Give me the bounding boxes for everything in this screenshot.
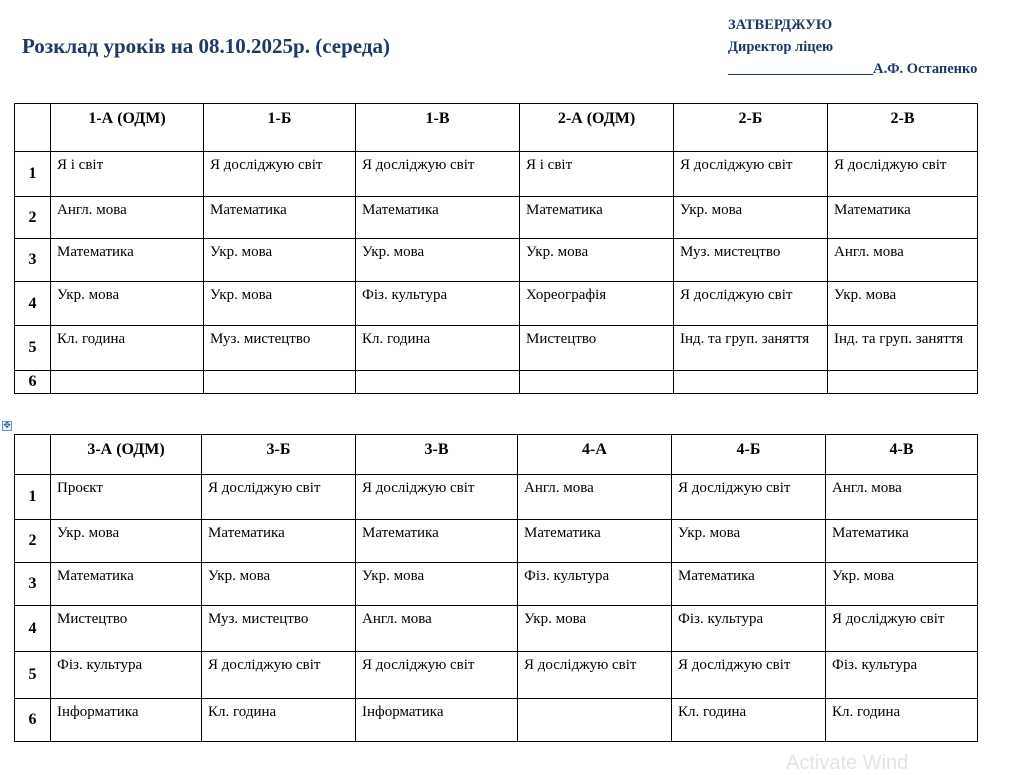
lesson-cell: Фіз. культура (672, 606, 826, 652)
lesson-cell: Я і світ (520, 152, 674, 197)
lesson-cell: Англ. мова (51, 197, 204, 239)
lesson-cell: Математика (520, 197, 674, 239)
approval-signature: ____________________А.Ф. Остапенко (728, 61, 978, 77)
lesson-cell: Я досліджую світ (356, 652, 518, 699)
lesson-cell: Математика (518, 520, 672, 563)
lesson-cell (518, 699, 672, 742)
lesson-number: 4 (15, 282, 51, 326)
lesson-cell: Укр. мова (520, 239, 674, 282)
header-class-1a: 1-А (ОДМ) (51, 104, 204, 152)
lesson-cell: Математика (356, 197, 520, 239)
lesson-cell: Кл. година (202, 699, 356, 742)
lesson-cell (674, 371, 828, 394)
lesson-cell: Англ. мова (826, 475, 978, 520)
lesson-cell: Інформатика (51, 699, 202, 742)
table-row (15, 197, 978, 239)
lesson-number: 6 (15, 371, 51, 394)
lesson-cell: Я досліджую світ (202, 475, 356, 520)
lesson-cell: Я досліджую світ (828, 152, 978, 197)
lesson-cell: Проєкт (51, 475, 202, 520)
lesson-cell: Математика (204, 197, 356, 239)
lesson-cell: Я досліджую світ (672, 475, 826, 520)
lesson-cell: Інд. та груп. заняття (674, 326, 828, 371)
lesson-number: 5 (15, 326, 51, 371)
header-class-4v: 4-В (826, 435, 978, 475)
table-row (15, 239, 978, 282)
lesson-number: 1 (15, 475, 51, 520)
lesson-cell: Математика (202, 520, 356, 563)
lesson-cell: Математика (672, 563, 826, 606)
header-class-2v: 2-В (828, 104, 978, 152)
lesson-number: 2 (15, 520, 51, 563)
header-class-3a: 3-А (ОДМ) (51, 435, 202, 475)
lesson-cell: Кл. година (672, 699, 826, 742)
schedule-table-grades-3-4 (14, 434, 978, 742)
header-class-2a: 2-А (ОДМ) (520, 104, 674, 152)
lesson-cell: Мистецтво (520, 326, 674, 371)
lesson-number: 4 (15, 606, 51, 652)
lesson-cell: Англ. мова (518, 475, 672, 520)
table-row (15, 282, 978, 326)
approval-heading: ЗАТВЕРДЖУЮ (728, 17, 833, 33)
table-header-row (15, 104, 978, 152)
lesson-cell: Математика (51, 239, 204, 282)
table-row (15, 371, 978, 394)
lesson-cell: Укр. мова (356, 563, 518, 606)
lesson-cell: Математика (51, 563, 202, 606)
lesson-cell: Математика (828, 197, 978, 239)
schedule-table-grades-1-2 (14, 103, 978, 394)
lesson-cell: Я досліджую світ (826, 606, 978, 652)
lesson-cell: Укр. мова (674, 197, 828, 239)
lesson-cell: Математика (356, 520, 518, 563)
lesson-number: 2 (15, 197, 51, 239)
header-class-1v: 1-В (356, 104, 520, 152)
lesson-cell: Я досліджую світ (674, 282, 828, 326)
lesson-cell: Муз. мистецтво (674, 239, 828, 282)
lesson-cell: Я досліджую світ (356, 475, 518, 520)
lesson-cell: Інд. та груп. заняття (828, 326, 978, 371)
lesson-cell: Мистецтво (51, 606, 202, 652)
header-class-3v: 3-В (356, 435, 518, 475)
lesson-cell: Укр. мова (51, 282, 204, 326)
lesson-cell: Укр. мова (826, 563, 978, 606)
lesson-cell: Укр. мова (204, 239, 356, 282)
lesson-cell: Я досліджую світ (356, 152, 520, 197)
lesson-cell: Інформатика (356, 699, 518, 742)
lesson-cell: Я досліджую світ (202, 652, 356, 699)
lesson-cell: Хореографія (520, 282, 674, 326)
lesson-cell: Фіз. культура (356, 282, 520, 326)
lesson-cell: Муз. мистецтво (202, 606, 356, 652)
lesson-cell: Муз. мистецтво (204, 326, 356, 371)
table-row (15, 699, 978, 742)
lesson-cell: Укр. мова (202, 563, 356, 606)
table-row (15, 606, 978, 652)
header-class-4a: 4-А (518, 435, 672, 475)
table-row (15, 652, 978, 699)
lesson-cell: Укр. мова (204, 282, 356, 326)
lesson-cell: Укр. мова (672, 520, 826, 563)
lesson-cell: Фіз. культура (51, 652, 202, 699)
header-corner-cell (15, 104, 51, 152)
lesson-cell: Кл. година (51, 326, 204, 371)
approval-position: Директор ліцею (728, 39, 834, 55)
lesson-cell: Фіз. культура (518, 563, 672, 606)
table-row (15, 475, 978, 520)
header-class-1b: 1-Б (204, 104, 356, 152)
lesson-cell: Укр. мова (518, 606, 672, 652)
lesson-cell: Кл. година (826, 699, 978, 742)
lesson-cell (356, 371, 520, 394)
lesson-cell: Укр. мова (51, 520, 202, 563)
header-class-4b: 4-Б (672, 435, 826, 475)
table-row (15, 326, 978, 371)
lesson-number: 5 (15, 652, 51, 699)
lesson-cell (520, 371, 674, 394)
header-class-2b: 2-Б (674, 104, 828, 152)
table-row (15, 520, 978, 563)
lesson-cell: Кл. година (356, 326, 520, 371)
lesson-cell: Математика (826, 520, 978, 563)
lesson-cell: Англ. мова (828, 239, 978, 282)
lesson-cell: Я досліджую світ (204, 152, 356, 197)
lesson-cell: Англ. мова (356, 606, 518, 652)
lesson-cell: Фіз. культура (826, 652, 978, 699)
header-corner-cell (15, 435, 51, 475)
activation-watermark: Activate Wind (786, 752, 909, 774)
table-row (15, 563, 978, 606)
table-row (15, 152, 978, 197)
lesson-cell (51, 371, 204, 394)
lesson-cell: Я і світ (51, 152, 204, 197)
document-title: Розклад уроків на 08.10.2025р. (середа) (22, 34, 390, 58)
table-header-row (15, 435, 978, 475)
header-class-3b: 3-Б (202, 435, 356, 475)
lesson-number: 3 (15, 239, 51, 282)
lesson-cell: Укр. мова (356, 239, 520, 282)
lesson-number: 6 (15, 699, 51, 742)
lesson-number: 3 (15, 563, 51, 606)
lesson-cell: Я досліджую світ (672, 652, 826, 699)
approval-block (728, 14, 977, 80)
move-arrows-icon[interactable]: ✥ (3, 421, 11, 431)
lesson-cell: Укр. мова (828, 282, 978, 326)
lesson-cell (204, 371, 356, 394)
lesson-cell (828, 371, 978, 394)
lesson-number: 1 (15, 152, 51, 197)
lesson-cell: Я досліджую світ (518, 652, 672, 699)
lesson-cell: Я досліджую світ (674, 152, 828, 197)
